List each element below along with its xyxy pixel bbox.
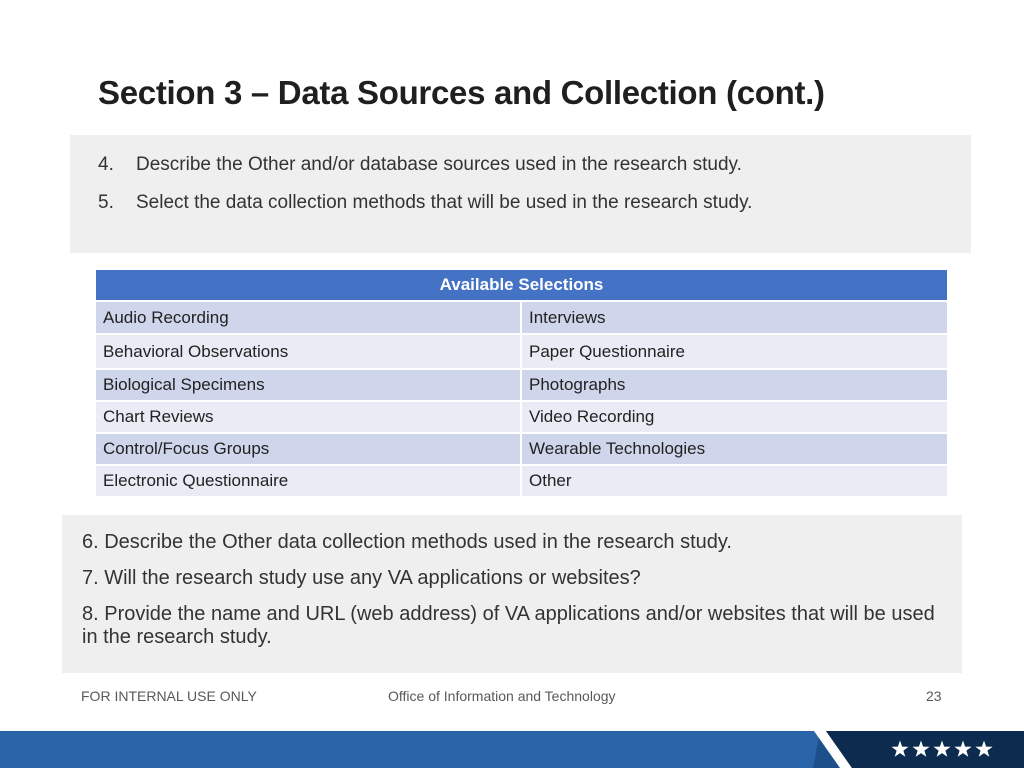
table-cell: Wearable Technologies — [521, 433, 948, 465]
question-number: 4. — [98, 154, 114, 175]
questions-panel-bottom — [62, 515, 962, 673]
table-cell: Behavioral Observations — [95, 334, 521, 369]
question-item-7: 7. Will the research study use any VA applications or websites? — [82, 567, 641, 589]
table-cell: Chart Reviews — [95, 401, 521, 433]
table-cell: Photographs — [521, 369, 948, 401]
table-cell: Electronic Questionnaire — [95, 465, 521, 497]
question-number: 5. — [98, 192, 114, 213]
table-cell: Audio Recording — [95, 301, 521, 334]
table-cell: Biological Specimens — [95, 369, 521, 401]
table-cell: Paper Questionnaire — [521, 334, 948, 369]
slide-title: Section 3 – Data Sources and Collection (cont.) — [98, 74, 825, 111]
page-number: 23 — [926, 688, 942, 704]
table-row — [95, 465, 948, 497]
table-row — [95, 301, 948, 334]
table-row — [95, 401, 948, 433]
footer-bar-left-shade — [0, 731, 820, 768]
question-item-6: 6. Describe the Other data collection methods used in the research study. — [82, 531, 732, 553]
footer-classification: FOR INTERNAL USE ONLY — [81, 688, 257, 704]
available-selections-table — [94, 268, 949, 498]
footer-office: Office of Information and Technology — [388, 688, 616, 704]
table-cell: Other — [521, 465, 948, 497]
table-header: Available Selections — [95, 269, 948, 301]
table-row — [95, 369, 948, 401]
table-cell: Control/Focus Groups — [95, 433, 521, 465]
question-item-8: 8. Provide the name and URL (web address) of VA applications and/or websites that will be used in the research study. — [82, 603, 935, 648]
table-row — [95, 334, 948, 369]
table-cell: Video Recording — [521, 401, 948, 433]
footer-bar — [0, 731, 1024, 768]
question-text: Select the data collection methods that will be used in the research study. — [136, 192, 753, 213]
table-cell: Interviews — [521, 301, 948, 334]
questions-panel-top — [70, 135, 971, 253]
table-row — [95, 433, 948, 465]
question-text: Describe the Other and/or database sources used in the research study. — [136, 154, 742, 175]
